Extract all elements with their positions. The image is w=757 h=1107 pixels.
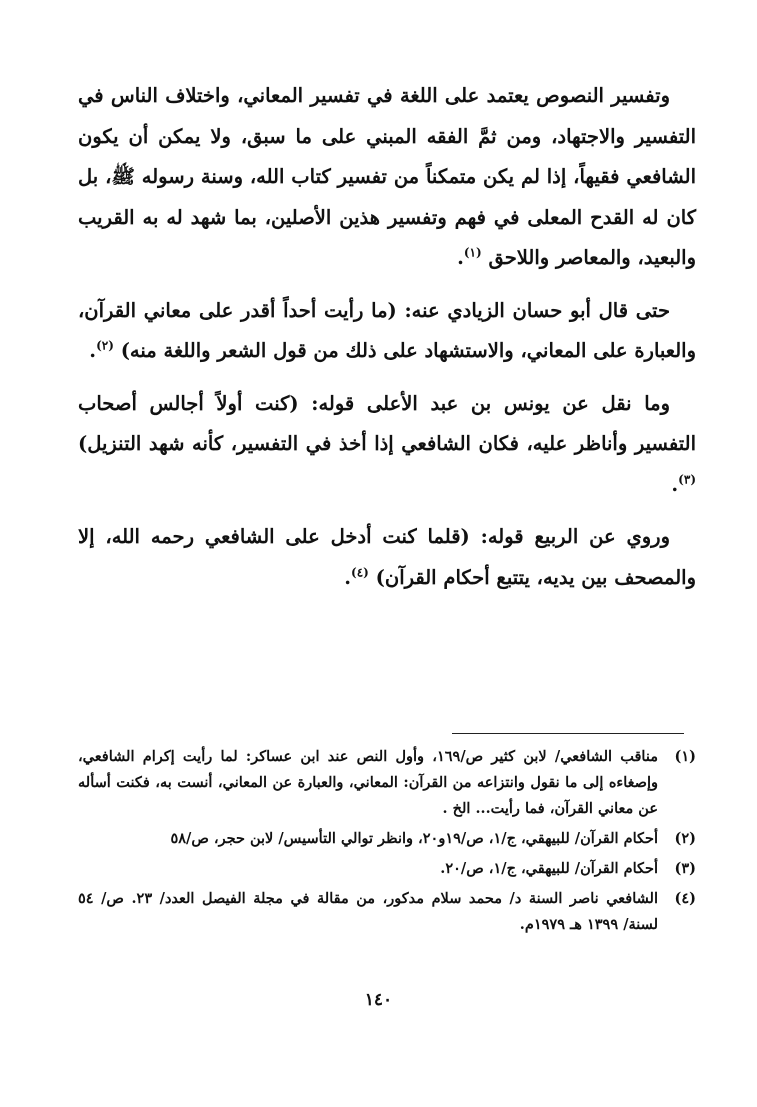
paragraph-2 [78,291,696,372]
paragraph-4-tail: . [344,565,352,589]
footnote-number-4: (٤) [674,890,696,907]
footnote-number-3: (٣) [674,860,696,877]
paragraph-3 [78,384,696,506]
footnote-text-4: الشافعي ناصر السنة د/ محمد سلام مدكور، من مقالة في مجلة الفيصل العدد/ ٢٣. ص/ ٥٤ لسنة/ ١٣٩٩ هـ ١٩٧٩م. [78,890,658,933]
footnote-4 [78,886,696,938]
footnote-ref-1[interactable]: (١) [463,245,482,260]
footnote-ref-2[interactable]: (٢) [96,338,114,353]
footnote-text-3: أحكام القرآن/ للبيهقي، ج/١، ص/٢٠. [440,860,658,877]
paragraph-1 [78,76,696,279]
footnote-number-2: (٢) [674,830,696,847]
paragraph-4-text: وروي عن الربيع قوله: (قلما كنت أدخل على الشافعي رحمه الله، إلا والمصحف بين يديه، يتتبع أحكام القرآن) [78,525,696,589]
footnote-number-1: (١) [674,748,696,765]
footnote-ref-4[interactable]: (٤) [351,565,369,579]
paragraph-1-text: وتفسير النصوص يعتمد على اللغة في تفسير المعاني، واختلاف الناس في التفسير والاجتهاد، ومن ثمَّ الفقه المبني على ما سبق، ولا يمكن أن يكون الشافعي فقيهاً، إذا لم يكن متمكناً من تفسير كتاب الله، وسنة رسوله ﷺ، بل كان له القدح المعلى في فهم وتفسير هذين الأصلين، بما شهد له به القريب والبعيد، والمعاصر واللاحق [78,84,696,269]
footnote-ref-3[interactable]: (٣) [678,472,696,486]
paragraph-3-text: وما نقل عن يونس بن عبد الأعلى قوله: (كنت أولاً أجالس أصحاب التفسير وأناظر عليه، فكان الشافعي إذا أخذ في التفسير، كأنه شهد التنزيل) [78,391,696,455]
footnote-text-2: أحكام القرآن/ للبيهقي، ج/١، ص/١٩و٢٠، وانظر توالي التأسيس/ لابن حجر، ص/٥٨ [170,830,658,847]
footnote-separator [452,733,684,734]
page-number: ١٤٠ [364,990,393,1010]
footnote-3 [78,856,696,882]
footnote-1 [78,744,696,822]
paragraph-1-tail: . [457,246,464,269]
footnote-text-1: مناقب الشافعي/ لابن كثير ص/١٦٩، وأول النص عند ابن عساكر: لما رأيت إكرام الشافعي، وإصغاءه إلى ما نقول وانتزاعه من القرآن: المعاني، والعبارة عن المعاني، أنست به، فكنت أسأله عن معاني القرآن، فما رأيت... الخ . [78,748,658,817]
paragraph-3-tail: . [671,472,679,496]
footnotes [78,744,696,942]
main-text [78,76,696,598]
paragraph-2-text: حتى قال أبو حسان الزيادي عنه: (ما رأيت أحداً أقدر على معاني القرآن، والعبارة على المعاني، والاستشهاد على ذلك من قول الشعر واللغة منه) [78,298,696,362]
paragraph-4 [78,517,696,598]
paragraph-2-tail: . [89,339,97,362]
footnote-2 [78,826,696,852]
